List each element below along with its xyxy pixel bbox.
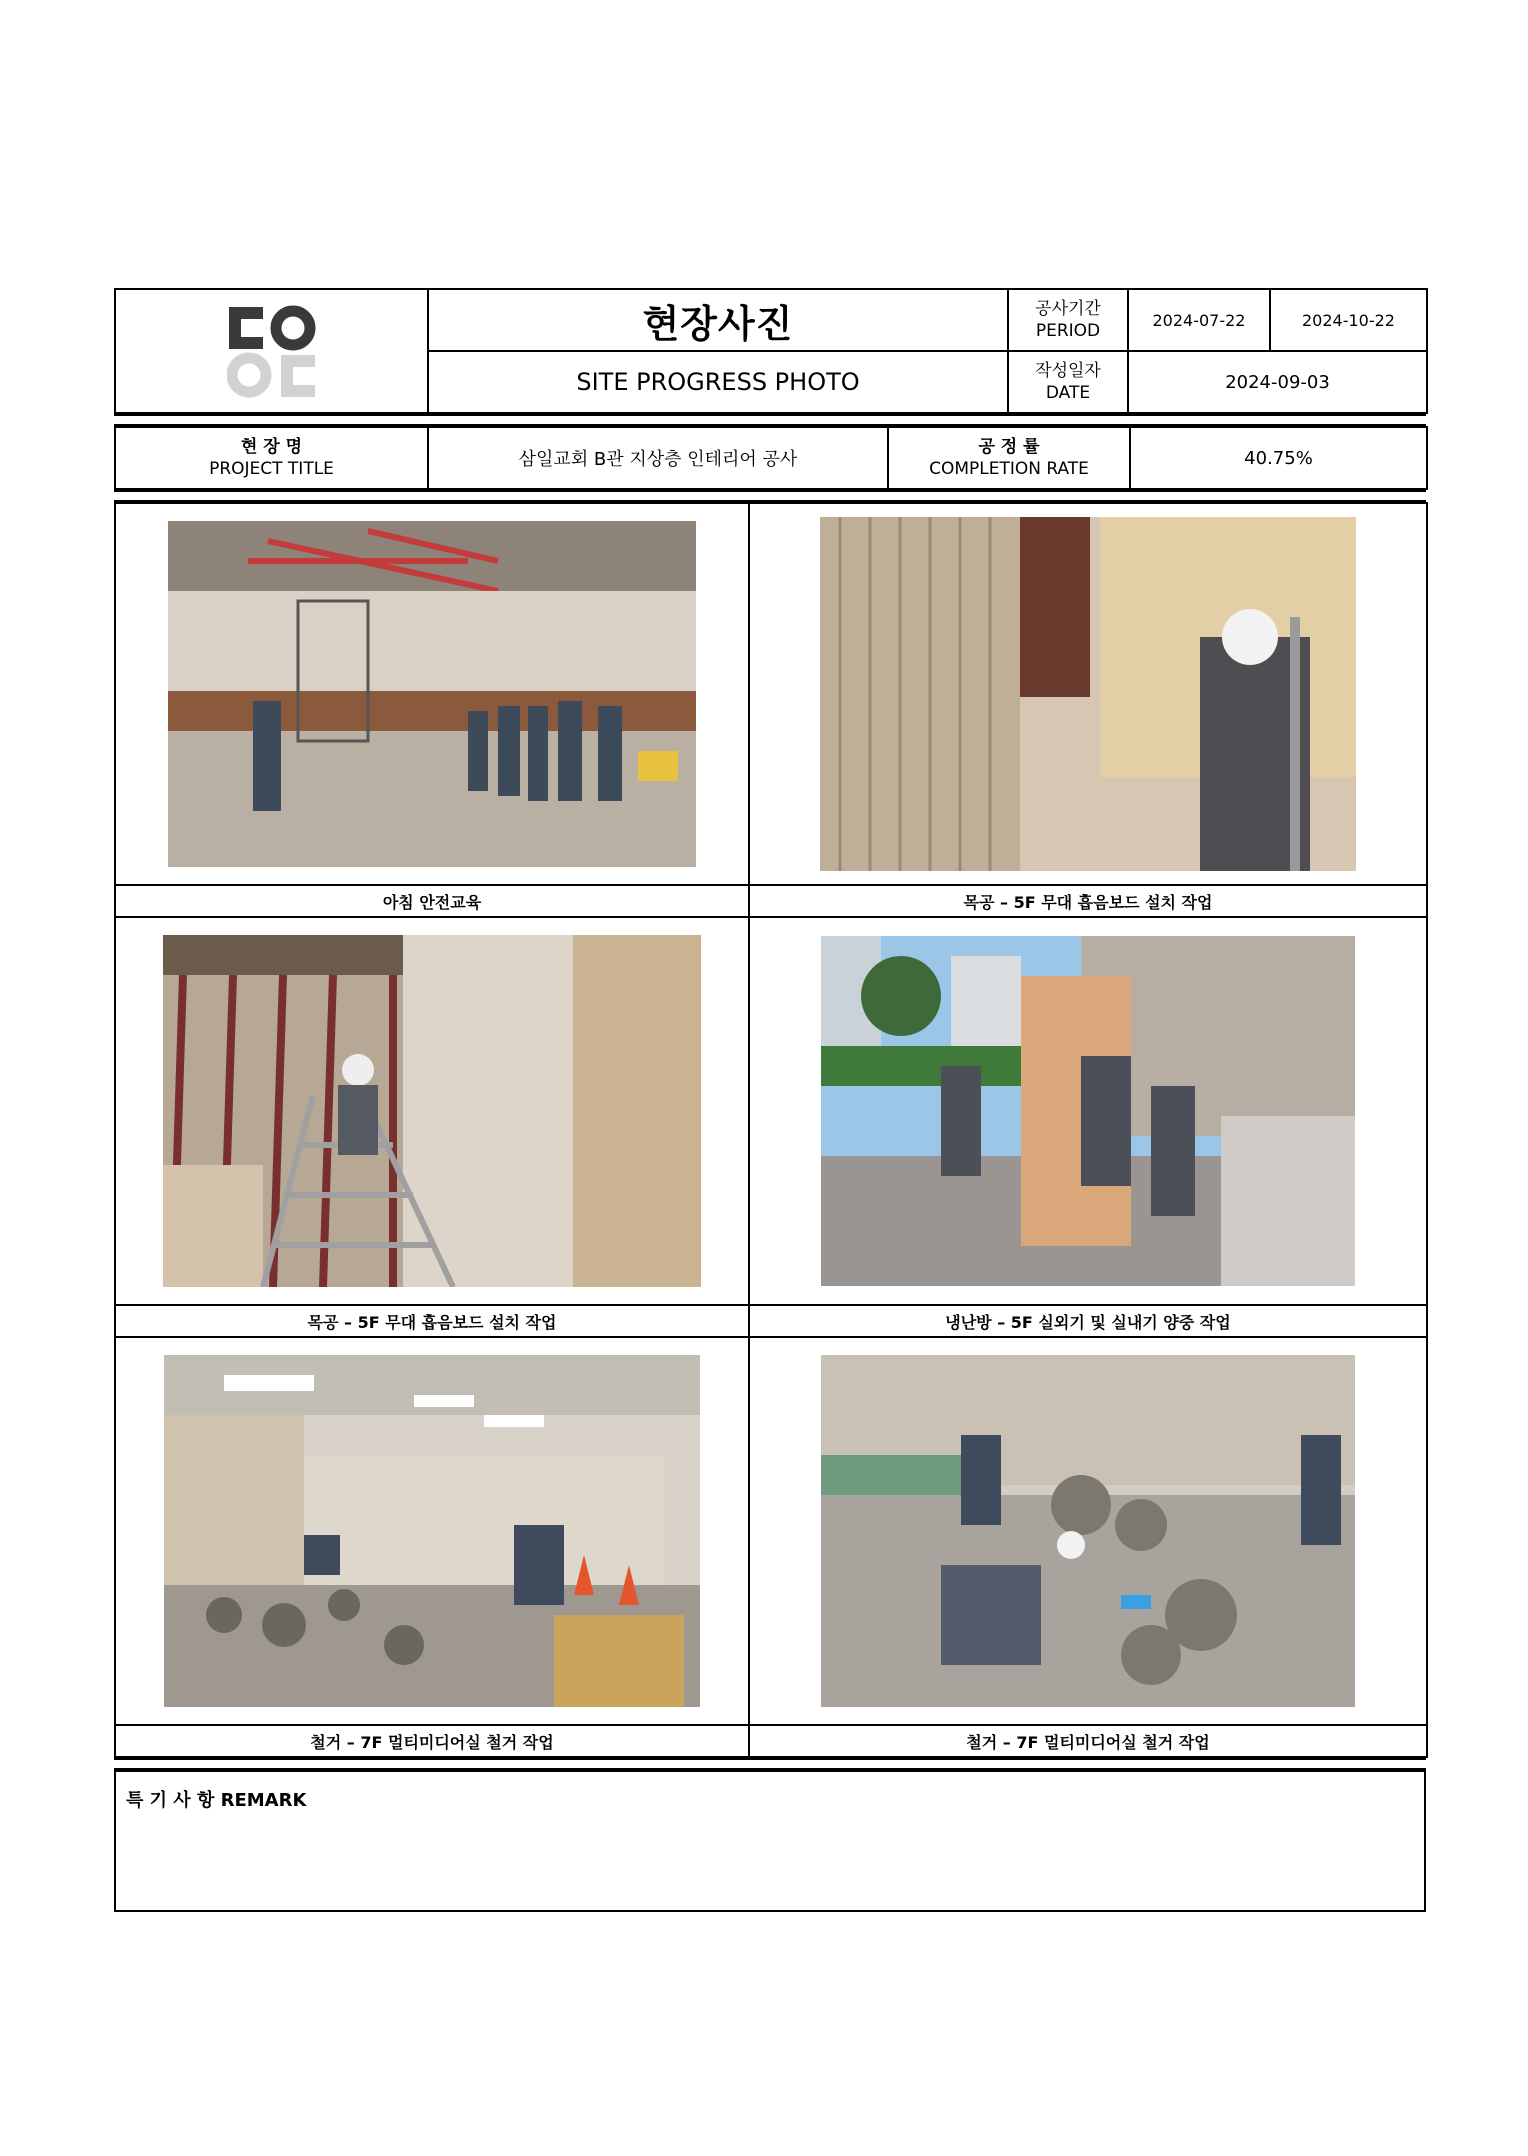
- photo-caption-2: 목공 – 5F 무대 흡음보드 설치 작업: [749, 885, 1427, 917]
- period-label-ko: 공사기간: [1035, 299, 1101, 319]
- period-label-en: PERIOD: [1035, 321, 1101, 341]
- report-title-ko: 현장사진: [428, 289, 1008, 351]
- photo-cell-3: [115, 917, 749, 1305]
- company-logo: [227, 303, 317, 399]
- completion-rate-label: [888, 427, 1130, 489]
- date-label: [1008, 351, 1128, 413]
- demolition-floor-photo: [821, 1355, 1355, 1707]
- divider: [114, 414, 1426, 426]
- photo-cell-5: [115, 1337, 749, 1725]
- header-table: [114, 288, 1428, 414]
- project-title-label: [115, 427, 428, 489]
- morning-safety-briefing-photo: [168, 521, 696, 867]
- remark-label: 특 기 사 항 REMARK: [115, 1771, 1425, 1911]
- logo-cell: [115, 289, 428, 413]
- hvac-unit-lifting-photo: [821, 936, 1355, 1286]
- photo-caption-5: 철거 – 7F 멀티미디어실 철거 작업: [115, 1725, 749, 1757]
- date-label-ko: 작성일자: [1035, 361, 1101, 381]
- photo-caption-1: 아침 안전교육: [115, 885, 749, 917]
- photo-cell-1: [115, 503, 749, 885]
- acoustic-board-install-photo: [820, 517, 1356, 871]
- photo-cell-2: [749, 503, 1427, 885]
- remark-table: [114, 1770, 1426, 1912]
- acoustic-board-ladder-photo: [163, 935, 701, 1287]
- site-photo-report: [114, 288, 1426, 1912]
- completion-rate-label-ko: 공 정 률: [978, 437, 1040, 457]
- divider: [114, 490, 1426, 502]
- project-title-value: 삼일교회 B관 지상층 인테리어 공사: [428, 427, 888, 489]
- photo-caption-3: 목공 – 5F 무대 흡음보드 설치 작업: [115, 1305, 749, 1337]
- completion-rate-value: 40.75%: [1130, 427, 1427, 489]
- date-label-en: DATE: [1045, 383, 1091, 403]
- photo-cell-6: [749, 1337, 1427, 1725]
- period-end: 2024-10-22: [1270, 289, 1427, 351]
- photo-caption-4: 냉난방 – 5F 실외기 및 실내기 양중 작업: [749, 1305, 1427, 1337]
- date-value: 2024-09-03: [1128, 351, 1427, 413]
- demolition-room-photo: [164, 1355, 700, 1707]
- project-title-label-en: PROJECT TITLE: [209, 459, 334, 479]
- report-title-en: SITE PROGRESS PHOTO: [428, 351, 1008, 413]
- project-table: [114, 426, 1428, 490]
- period-label: [1008, 289, 1128, 351]
- project-title-label-ko: 현 장 명: [240, 437, 303, 457]
- photo-cell-4: [749, 917, 1427, 1305]
- photo-grid: [114, 502, 1428, 1758]
- photo-caption-6: 철거 – 7F 멀티미디어실 철거 작업: [749, 1725, 1427, 1757]
- completion-rate-label-en: COMPLETION RATE: [929, 459, 1089, 479]
- period-start: 2024-07-22: [1128, 289, 1270, 351]
- divider: [114, 1758, 1426, 1770]
